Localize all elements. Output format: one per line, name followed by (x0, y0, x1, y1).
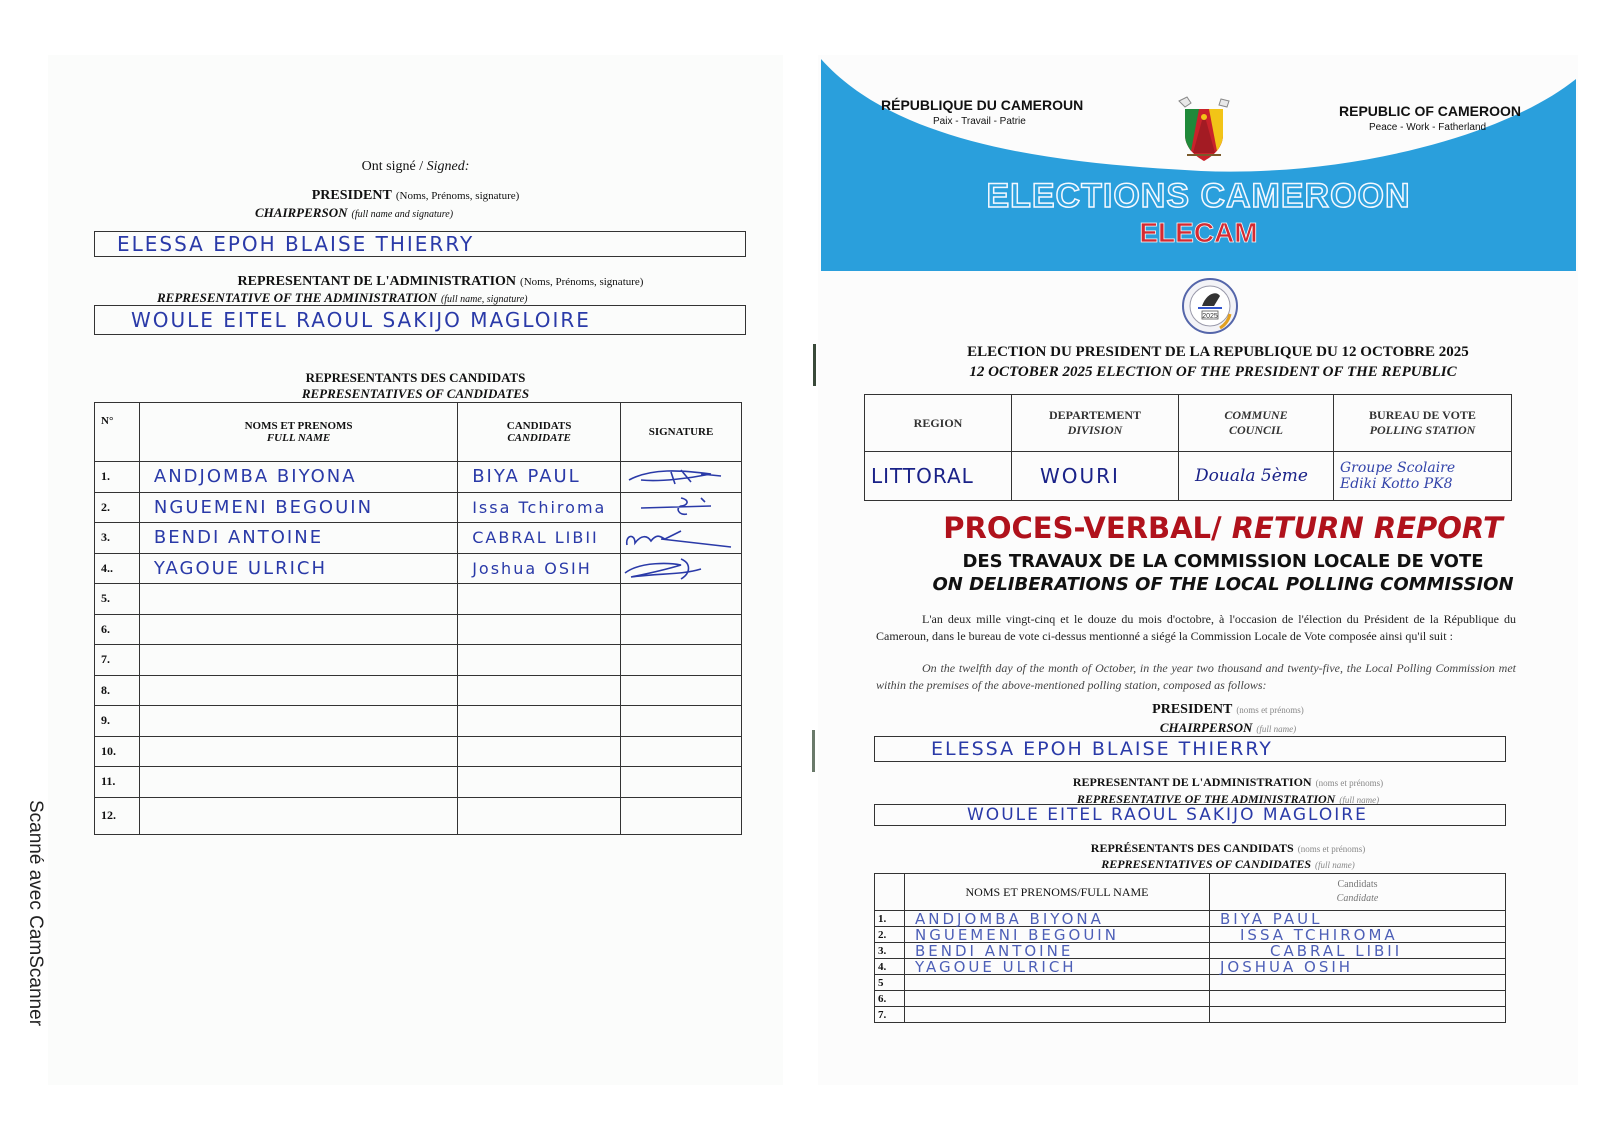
table-row: 7. (95, 645, 742, 676)
chairperson-label: CHAIRPERSON (full name and signature) (255, 205, 454, 220)
r-president-name-field: ELESSA EPOH BLAISE THIERRY (874, 736, 1506, 762)
signature-cell (621, 553, 742, 584)
candidate-name: CABRAL LIBII (1210, 943, 1506, 959)
col-candidate: CANDIDATS CANDIDATE (458, 403, 621, 462)
intro-paragraph-fr: L'an deux mille vingt-cinq et le douze du mois d'octobre, à l'occasion de l'élection du Président de la République du Cameroun, dans le bureau de vote ci-dessus mentionné a siégé la Commission Locale de Vote composée ainsi qu'il suit : (876, 612, 1516, 643)
table-row: 11. (95, 767, 742, 798)
report-title: PROCES-VERBAL/ RETURN REPORT (943, 511, 1503, 545)
col-full-name: NOMS ET PRENOMS FULL NAME (139, 403, 457, 462)
candidate-representatives-table (94, 402, 742, 835)
signature-cell (621, 492, 742, 523)
administration-label-en: REPRESENTATIVE OF THE ADMINISTRATION (full name, signature) (157, 290, 528, 305)
col-num: N° (95, 403, 140, 462)
location-table (864, 394, 1512, 501)
representative-name: YAGOUE ULRICH (905, 959, 1210, 975)
election-title-fr: ELECTION DU PRESIDENT DE LA REPUBLIQUE DU 12 OCTOBRE 2025 (967, 344, 1469, 360)
motto-en: Peace - Work - Fatherland (1369, 122, 1487, 133)
table-row: 5. (95, 584, 742, 615)
table-row: 3. BENDI ANTOINE CABRAL LIBII (95, 523, 742, 554)
representative-name: ANDJOMBA BIYONA (905, 911, 1210, 927)
org-acronym: ELECAM (1139, 217, 1258, 248)
table-row: 1. ANDJOMBA BIYONA BIYA PAUL (95, 462, 742, 493)
country-name-en: REPUBLIC OF CAMEROON (1339, 103, 1521, 119)
representative-name: YAGOUE ULRICH (139, 553, 457, 584)
r-administration-label: REPRESENTANT DE L'ADMINISTRATION (noms et prénoms) (1072, 775, 1384, 789)
signature-icon (621, 525, 741, 551)
table-row: 6. (875, 991, 1506, 1007)
signature-page (48, 55, 783, 1085)
signature-icon (621, 555, 741, 581)
representative-name: NGUEMENI BEGOUIN (905, 927, 1210, 943)
col-division: DEPARTEMENT DIVISION (1012, 395, 1179, 452)
return-report-page (818, 55, 1578, 1085)
table-row: 2. NGUEMENI BEGOUIN Issa Tchiroma (95, 492, 742, 523)
col-num (875, 874, 905, 911)
table-row: 4.. YAGOUE ULRICH Joshua OSIH (95, 553, 742, 584)
table-row: 8. (95, 675, 742, 706)
org-name: ELECTIONS CAMEROON (986, 177, 1411, 215)
representative-name: BENDI ANTOINE (905, 943, 1210, 959)
r-administration-name-field: WOULE EITEL RAOUL SAKIJO MAGLOIRE (874, 804, 1506, 826)
camscanner-watermark: Scanné avec CamScanner (25, 800, 46, 1027)
r-candidate-representatives-table (874, 873, 1506, 1023)
council-value: Douala 5ème (1179, 452, 1334, 501)
elecam-header-banner (821, 59, 1576, 271)
table-row: 1. ANDJOMBA BIYONA BIYA PAUL (875, 911, 1506, 927)
signature-cell (621, 523, 742, 554)
col-region: REGION (865, 395, 1012, 452)
table-row: 10. (95, 736, 742, 767)
signed-heading: Ont signé / Signed: (361, 159, 470, 174)
election-title-en: 12 OCTOBER 2025 ELECTION OF THE PRESIDENT OF THE REPUBLIC (969, 364, 1457, 380)
intro-paragraph-en: On the twelfth day of the month of October, in the year two thousand and twenty-five, the Local Polling Commission met within the premises of the above-mentioned polling station, composed as follows: (876, 661, 1516, 692)
signature-cell (621, 462, 742, 493)
table-row: 4. YAGOUE ULRICH JOSHUA OSIH (875, 959, 1506, 975)
signature-icon (621, 494, 741, 520)
r-candidates-title-en: REPRESENTATIVES OF CANDIDATES (full name) (1101, 857, 1355, 871)
representative-name: ANDJOMBA BIYONA (139, 462, 457, 493)
candidates-title: REPRESENTANTS DES CANDIDATS REPRESENTATIVES OF CANDIDATES (301, 370, 530, 401)
svg-text:2025: 2025 (1202, 313, 1218, 320)
col-signature: SIGNATURE (621, 403, 742, 462)
col-council: COMMUNE COUNCIL (1179, 395, 1334, 452)
table-row: 3. BENDI ANTOINE CABRAL LIBII (875, 943, 1506, 959)
representative-name: NGUEMENI BEGOUIN (139, 492, 457, 523)
candidate-name: ISSA TCHIROMA (1210, 927, 1506, 943)
r-candidates-title: REPRÉSENTANTS DES CANDIDATS (noms et prénoms) (1090, 841, 1366, 855)
administration-name-field: WOULE EITEL RAOUL SAKIJO MAGLOIRE (94, 305, 746, 335)
candidate-name: Issa Tchiroma (458, 492, 621, 523)
signature-icon (621, 464, 741, 490)
col-candidate: Candidats Candidate (1210, 874, 1506, 911)
table-row: 5 (875, 975, 1506, 991)
candidate-name: CABRAL LIBII (458, 523, 621, 554)
binding-mark (813, 344, 816, 386)
candidate-name: JOSHUA OSIH (1210, 959, 1506, 975)
r-chairperson-label: CHAIRPERSON (full name) (1159, 720, 1297, 735)
division-value: WOURI (1012, 452, 1179, 501)
candidate-name: BIYA PAUL (458, 462, 621, 493)
president-label: PRESIDENT (Noms, Prénoms, signature) (311, 188, 520, 203)
administration-label: REPRESENTANT DE L'ADMINISTRATION (Noms, Prénoms, signature) (237, 274, 644, 289)
table-row: 2. NGUEMENI BEGOUIN ISSA TCHIROMA (875, 927, 1506, 943)
table-row: 9. (95, 706, 742, 737)
binding-mark (812, 730, 815, 772)
table-row: 7. (875, 1007, 1506, 1023)
motto-fr: Paix - Travail - Patrie (933, 116, 1026, 127)
region-value: LITTORAL (865, 452, 1012, 501)
report-subtitle-en: ON DELIBERATIONS OF THE LOCAL POLLING COMMISSION (932, 574, 1514, 595)
r-president-label: PRESIDENT (noms et prénoms) (1152, 702, 1304, 717)
candidate-name: Joshua OSIH (458, 553, 621, 584)
candidate-name: BIYA PAUL (1210, 911, 1506, 927)
representative-name: BENDI ANTOINE (139, 523, 457, 554)
polling-station-value: Groupe Scolaire Ediki Kotto PK8 (1334, 452, 1512, 501)
col-polling-station: BUREAU DE VOTE POLLING STATION (1334, 395, 1512, 452)
country-name-fr: RÉPUBLIQUE DU CAMEROUN (881, 97, 1084, 113)
coat-of-arms-icon (1171, 95, 1237, 165)
table-row: 12. (95, 797, 742, 834)
table-row (865, 452, 1512, 501)
col-full-name: NOMS ET PRENOMS/FULL NAME (905, 874, 1210, 911)
table-row: 6. (95, 614, 742, 645)
president-name-field: ELESSA EPOH BLAISE THIERRY (94, 231, 746, 257)
report-subtitle-fr: DES TRAVAUX DE LA COMMISSION LOCALE DE VOTE (962, 551, 1484, 572)
r-administration-label-en: REPRESENTATIVE OF THE ADMINISTRATION (full name) (1076, 792, 1380, 806)
election-seal-icon (1180, 276, 1240, 336)
